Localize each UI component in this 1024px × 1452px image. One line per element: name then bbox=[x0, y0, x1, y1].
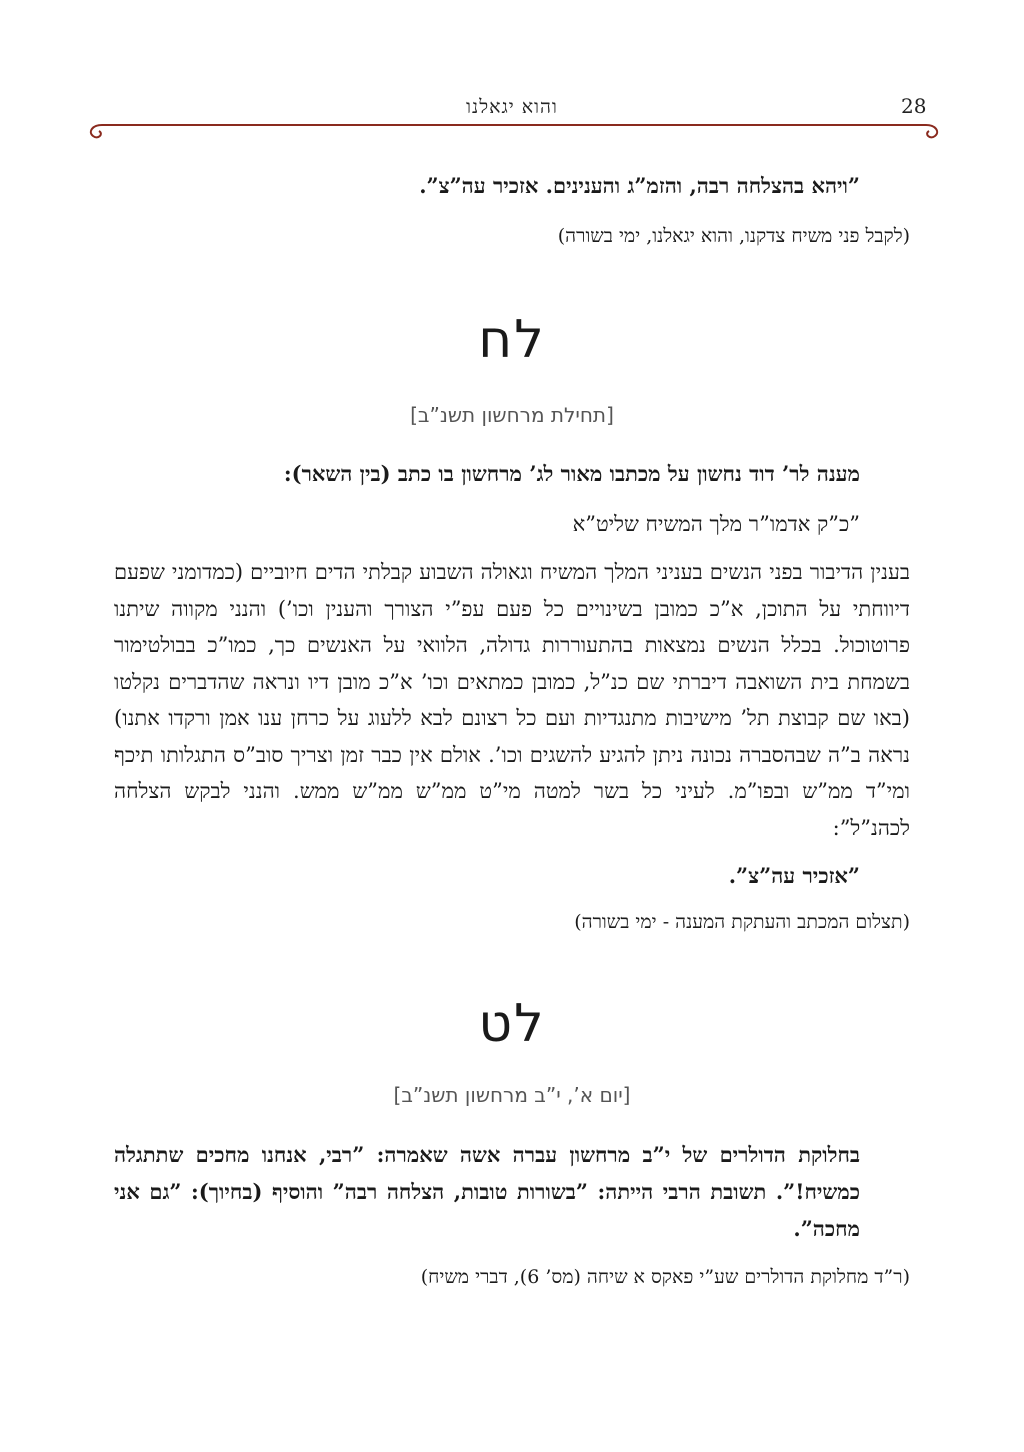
page-content bbox=[114, 168, 910, 1295]
running-header-title: והוא יגאלנו bbox=[466, 96, 558, 118]
header-ornament-rule bbox=[84, 118, 944, 142]
section2-source: (ר”ד מחלוקת הדולרים שע”י פאקס א שיחה (מס’ 6), דברי משיח) bbox=[420, 1266, 910, 1288]
letter-salutation: ”כ”ק אדמו”ר מלך המשיח שליט”א bbox=[572, 512, 860, 536]
section-date-2: [יום א’, י”ב מרחשון תשנ”ב] bbox=[393, 1083, 631, 1107]
section1-source: (תצלום המכתב והעתקת המענה - ימי בשורה) bbox=[574, 911, 910, 933]
letter-intro: מענה לר’ דוד נחשון על מכתבו מאור לג’ מרחשון בו כתב (בין השאר): bbox=[283, 461, 860, 486]
section-letter-lamed-tet: לט bbox=[478, 994, 546, 1054]
section2-body: בחלוקת הדולרים של י”ב מרחשון עברה אשה שאמרה: ”רבי, אנחנו מחכים שתתגלה כמשיח!”. תשובת הרבי הייתה: ”בשורות טובות, הצלחה רבה” והוסיף (בחיוך): ”גם אני מחכה”. bbox=[114, 1142, 860, 1241]
section-date-1: [תחילת מרחשון תשנ”ב] bbox=[410, 403, 614, 427]
page-number: 28 bbox=[901, 94, 927, 118]
section-letter-lamed-chet: לח bbox=[478, 310, 546, 370]
rebbe-answer: ”אזכיר עה”צ”. bbox=[728, 863, 860, 888]
opening-source: (לקבל פני משיח צדקנו, והוא יגאלנו, ימי בשורה) bbox=[557, 225, 910, 247]
letter-body: בענין הדיבור בפני הנשים בעניני המלך המשיח וגאולה השבוע קבלתי הדים חיוביים (כמדומני שפעם דיווחתי על התוכן, א”כ כמובן בשינויים כל פעם עפ”י הצורך והענין וכו’) והנני מקווה שיתנו פרוטוכול. בכלל הנשים נמצאות בהתעוררות גדולה, הלוואי על האנשים כך, כמו”כ בבולטימור בשמחת בית השואבה דיברתי שם כנ”ל, כמובן כמתאים וכו’ א”כ מובן דיו ונראה שהדברים נקלטו (באו שם קבוצת תל’ מישיבות מתנגדיות ועם כל רצונם לבא ללעוג על כרחן ענו אמן ורקדו אתנו) נראה ב”ה שבהסברה נכונה ניתן להגיע להשגים וכו’. אולם אין כבר זמן וצריך סוב”ס התגלותו תיכף ומי”ד ממ”ש ובפו”מ. לעיני כל בשר למטה מי”ט ממ”ש ממ”ש ממש. והנני לבקש הצלחה לכהנ”ל”: bbox=[114, 560, 910, 840]
opening-quote: ”ויהא בהצלחה רבה, והזמ”ג והענינים. אזכיר עה”צ”. bbox=[419, 173, 860, 198]
